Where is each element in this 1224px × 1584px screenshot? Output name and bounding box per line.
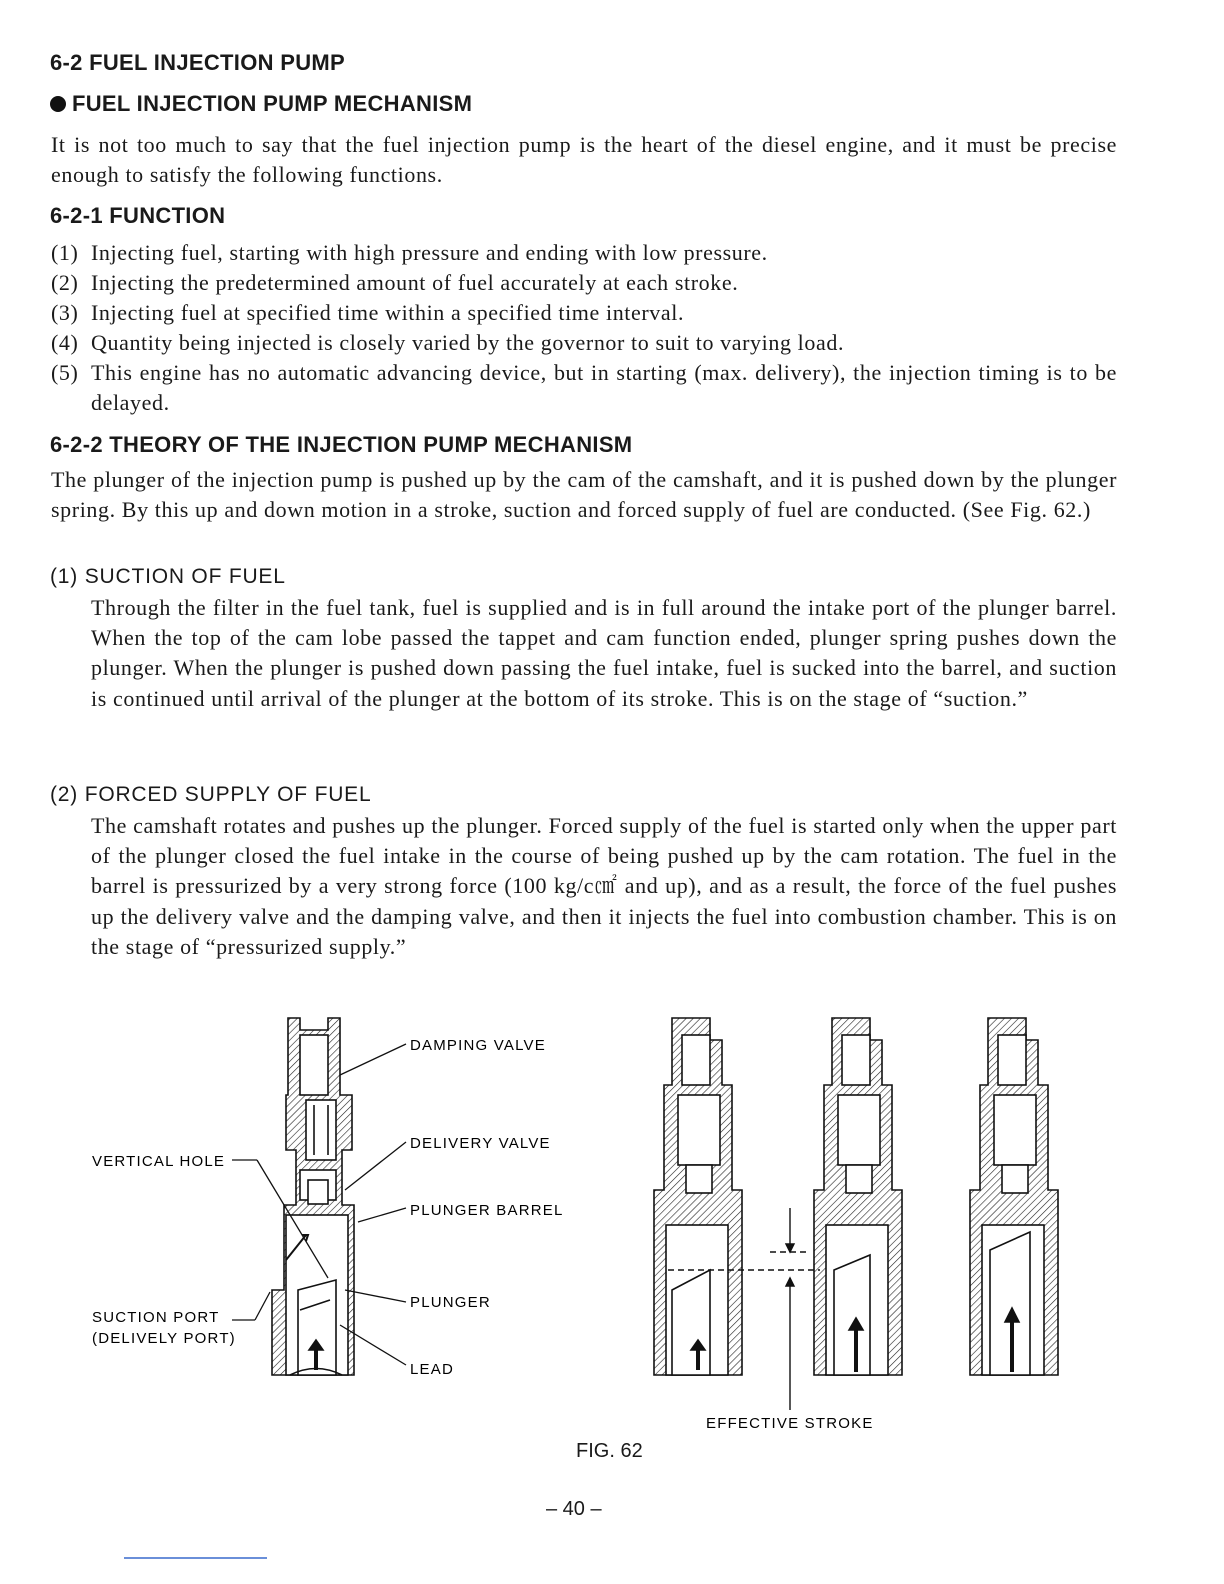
mechanism-heading-text: FUEL INJECTION PUMP MECHANISM bbox=[72, 91, 473, 116]
page-number: – 40 – bbox=[546, 1498, 602, 1520]
bullet-icon bbox=[50, 96, 66, 112]
label-delivery-valve: DELIVERY VALVE bbox=[410, 1135, 551, 1152]
theory-paragraph: The plunger of the injection pump is pushed up by the cam of the camshaft, and it is pushed down by the plunger spring. By this up and down motion in a stroke, suction and forced supply of fuel are conducted. (See Fig. 62.) bbox=[51, 467, 1117, 523]
section-title: 6-2 FUEL INJECTION PUMP bbox=[50, 50, 345, 75]
intro-paragraph: It is not too much to say that the fuel injection pump is the heart of the diesel engine, and it must be precise enough to satisfy the following functions. bbox=[51, 132, 1117, 188]
label-damping-valve: DAMPING VALVE bbox=[410, 1037, 546, 1054]
function-heading: 6-2-1 FUNCTION bbox=[50, 203, 226, 228]
forced-supply-paragraph: The camshaft rotates and pushes up the plunger. Forced supply of the fuel is started only when the upper part of the plunger closed the fuel intake in the course of being pushed up by the cam rotation. The fuel in the barrel is pressurized by a very strong force (100 kg/c㎠ and up), and as a result, the force of the fuel pushes up the delivery valve and the damping valve, and then it injects the fuel into combustion chamber. This is on the stage of “pressurized supply.” bbox=[91, 813, 1117, 959]
function-item: (1) Injecting fuel, starting with high pressure and ending with low pressure. bbox=[51, 240, 768, 265]
theory-heading: 6-2-2 THEORY OF THE INJECTION PUMP MECHANISM bbox=[50, 432, 633, 457]
pump-stage-1 bbox=[654, 1018, 742, 1375]
mechanism-heading bbox=[50, 91, 472, 117]
function-list bbox=[51, 238, 1117, 418]
figure-caption: FIG. 62 bbox=[576, 1440, 643, 1462]
label-vertical-hole: VERTICAL HOLE bbox=[92, 1153, 226, 1170]
function-item: (4) Quantity being injected is closely varied by the governor to suit to varying load. bbox=[51, 330, 845, 355]
pump-cross-section-detail bbox=[272, 1018, 354, 1375]
forced-supply-heading: (2) FORCED SUPPLY OF FUEL bbox=[50, 783, 372, 806]
suction-heading: (1) SUCTION OF FUEL bbox=[50, 565, 286, 588]
suction-paragraph: Through the filter in the fuel tank, fuel is supplied and is in full around the intake port of the plunger barrel. When the top of the cam lobe passed the tappet and cam function ended, plunger spring pushes down the plunger. When the plunger is pushed down passing the fuel intake, fuel is sucked into the barrel, and suction is continued until arrival of the plunger at the bottom of its stroke. This is on the stage of “suction.” bbox=[91, 595, 1117, 711]
pump-stage-2 bbox=[814, 1018, 902, 1375]
label-plunger: PLUNGER bbox=[410, 1294, 491, 1311]
function-item: (2) Injecting the predetermined amount of fuel accurately at each stroke. bbox=[51, 270, 739, 295]
function-item: (3) Injecting fuel at specified time within a specified time interval. bbox=[51, 300, 685, 325]
label-lead: LEAD bbox=[410, 1361, 454, 1378]
label-effective-stroke: EFFECTIVE STROKE bbox=[706, 1415, 874, 1432]
label-suction-port: SUCTION PORT bbox=[92, 1309, 220, 1326]
fig-62-diagram bbox=[0, 1000, 1224, 1440]
function-item: (5) This engine has no automatic advancing device, but in starting (max. delivery), the injection timing is to be delayed. bbox=[51, 360, 1117, 415]
label-delively-port: (DELIVELY PORT) bbox=[92, 1330, 236, 1347]
pump-stage-3 bbox=[970, 1018, 1058, 1375]
label-plunger-barrel: PLUNGER BARREL bbox=[410, 1202, 564, 1219]
bottom-divider bbox=[124, 1557, 267, 1559]
